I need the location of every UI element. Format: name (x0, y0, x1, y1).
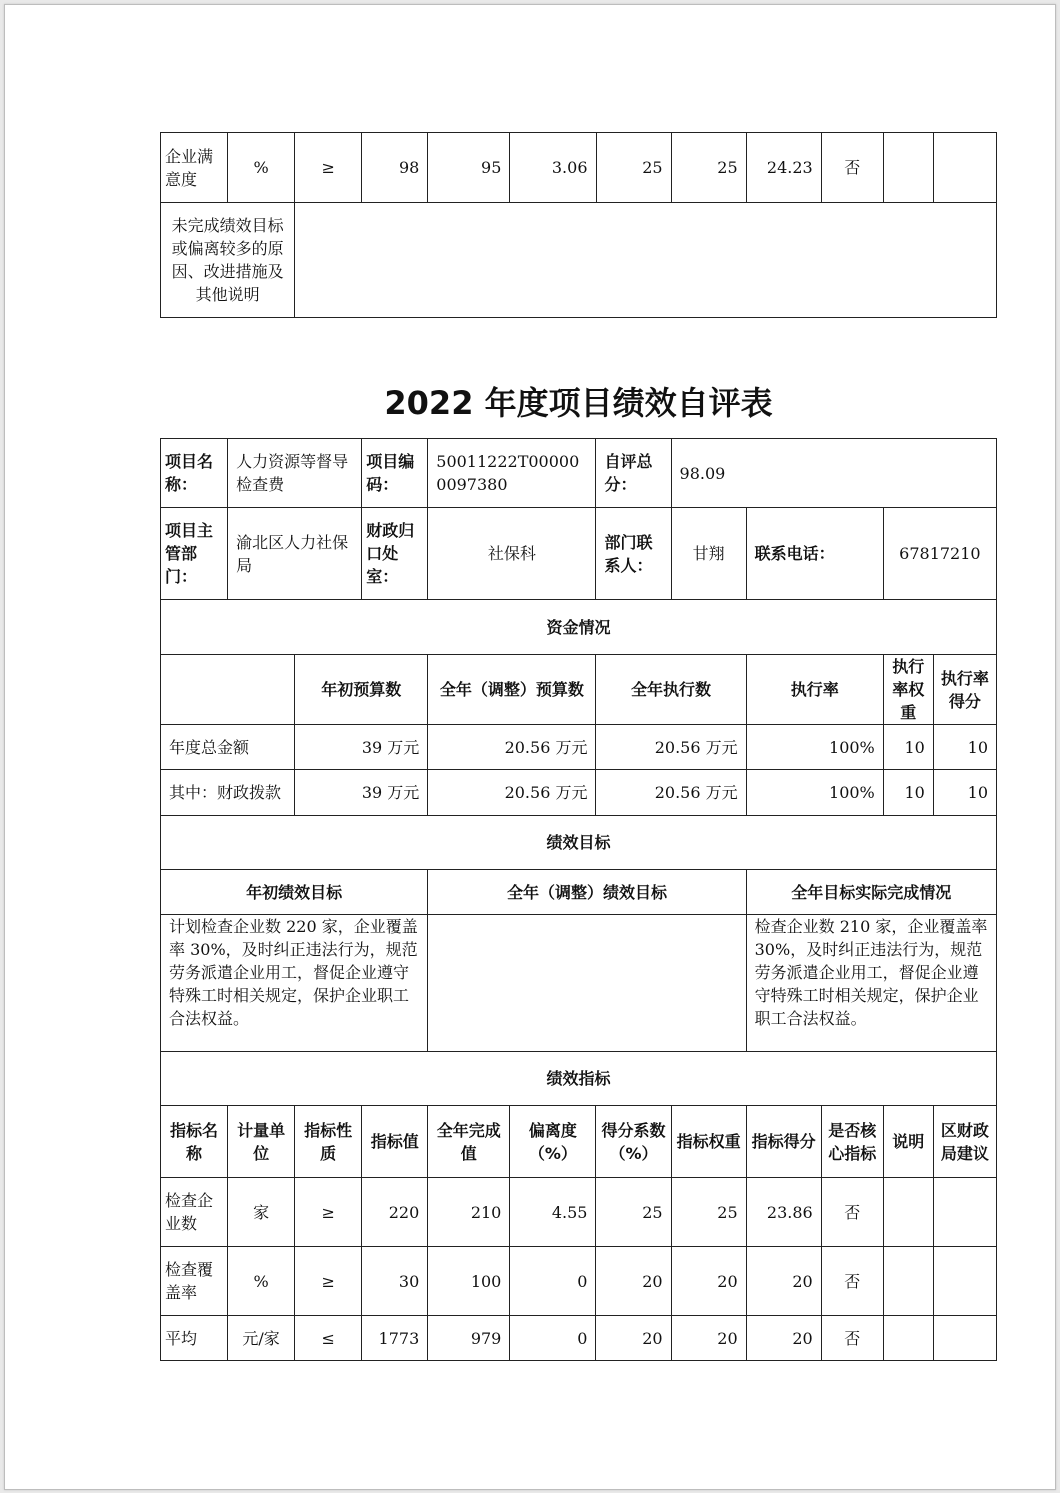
funds-row-label: 其中：财政拨款 (161, 770, 295, 816)
indicator-actual: 979 (428, 1316, 510, 1361)
indicator-header: 计量单位 (228, 1106, 295, 1178)
indicator-target: 30 (362, 1247, 428, 1316)
total-score-label: 自评总分： (596, 439, 671, 508)
project-code-label: 项目编码： (362, 439, 428, 508)
indicator-note (883, 1247, 933, 1316)
funds-budget: 39 万元 (295, 725, 428, 770)
table-row (161, 915, 997, 1052)
indicator-target: 98 (362, 133, 428, 203)
funds-executed: 20.56 万元 (596, 725, 746, 770)
table-row (161, 439, 997, 508)
reason-value (295, 203, 997, 318)
indicator-score: 23.86 (746, 1178, 821, 1247)
indicator-nature: ≥ (295, 1247, 362, 1316)
indicator-score: 20 (746, 1247, 821, 1316)
table-row (161, 655, 997, 725)
indicator-header: 指标值 (362, 1106, 428, 1178)
dept-label: 项目主管部门： (161, 508, 228, 600)
goals-header: 年初绩效目标 (161, 870, 428, 915)
indicator-name: 平均 (161, 1316, 228, 1361)
table-row (161, 1247, 997, 1316)
table-row (161, 725, 997, 770)
indicator-header: 指标性质 (295, 1106, 362, 1178)
goals-header: 全年（调整）绩效目标 (428, 870, 746, 915)
indicator-header: 说明 (883, 1106, 933, 1178)
funds-header: 年初预算数 (295, 655, 428, 725)
funds-row-label: 年度总金额 (161, 725, 295, 770)
indicator-unit: 家 (228, 1178, 295, 1247)
funds-score: 10 (933, 770, 996, 816)
performance-table (160, 438, 997, 1361)
phone-label: 联系电话： (746, 508, 883, 600)
finance-office: 社保科 (428, 508, 596, 600)
indicator-coef: 25 (596, 1178, 671, 1247)
indicator-unit: % (228, 133, 295, 203)
total-score: 98.09 (671, 439, 996, 508)
table-row (161, 1178, 997, 1247)
indicator-note (883, 133, 933, 203)
indicator-advice (933, 1247, 996, 1316)
continued-indicator-table (160, 132, 997, 318)
indicator-weight: 20 (671, 1247, 746, 1316)
indicator-weight: 25 (671, 1178, 746, 1247)
funds-budget: 39 万元 (295, 770, 428, 816)
contact-label: 部门联系人： (596, 508, 671, 600)
table-row (161, 600, 997, 655)
indicator-core: 否 (821, 1178, 883, 1247)
indicator-core: 否 (821, 1247, 883, 1316)
indicator-deviation: 3.06 (510, 133, 596, 203)
funds-weight: 10 (883, 770, 933, 816)
dept: 渝北区人力社保局 (228, 508, 362, 600)
indicator-coef: 20 (596, 1316, 671, 1361)
indicator-weight: 25 (671, 133, 746, 203)
table-row (161, 508, 997, 600)
indicator-advice (933, 1316, 996, 1361)
reason-label: 未完成绩效目标或偏离较多的原因、改进措施及其他说明 (161, 203, 295, 318)
goals-section-title: 绩效目标 (161, 816, 997, 870)
table-row (161, 133, 997, 203)
funds-corner (161, 655, 295, 725)
funds-header: 全年执行数 (596, 655, 746, 725)
indicator-header: 指标名称 (161, 1106, 228, 1178)
funds-score: 10 (933, 725, 996, 770)
indicators-section-title: 绩效指标 (161, 1052, 997, 1106)
goals-adjusted (428, 915, 746, 1052)
indicator-target: 1773 (362, 1316, 428, 1361)
table-row (161, 770, 997, 816)
contact: 甘翔 (671, 508, 746, 600)
table-row (161, 1052, 997, 1106)
goals-initial: 计划检查企业数 220 家，企业覆盖率 30%，及时纠正违法行为，规范劳务派遣企业用工，督促企业遵守特殊工时相关规定，保护企业职工合法权益。 (161, 915, 428, 1052)
indicator-core: 否 (821, 133, 883, 203)
project-name-label: 项目名称： (161, 439, 228, 508)
project-name: 人力资源等督导检查费 (228, 439, 362, 508)
indicator-actual: 100 (428, 1247, 510, 1316)
indicator-advice (933, 1178, 996, 1247)
indicator-note (883, 1316, 933, 1361)
indicator-score: 24.23 (746, 133, 821, 203)
table-row (161, 1316, 997, 1361)
table-row (161, 203, 997, 318)
funds-executed: 20.56 万元 (596, 770, 746, 816)
phone: 67817210 (883, 508, 996, 600)
funds-rate: 100% (746, 770, 883, 816)
table-row (161, 1106, 997, 1178)
indicator-score: 20 (746, 1316, 821, 1361)
indicator-coef: 25 (596, 133, 671, 203)
indicator-note (883, 1178, 933, 1247)
funds-rate: 100% (746, 725, 883, 770)
funds-header: 全年（调整）预算数 (428, 655, 596, 725)
project-code: 50011222T000000097380 (428, 439, 596, 508)
indicator-nature: ≤ (295, 1316, 362, 1361)
indicator-advice (933, 133, 996, 203)
goals-actual: 检查企业数 210 家，企业覆盖率 30%，及时纠正违法行为，规范劳务派遣企业用工，督促企业遵守特殊工时相关规定，保护企业职工合法权益。 (746, 915, 996, 1052)
indicator-header: 全年完成值 (428, 1106, 510, 1178)
indicator-header: 是否核心指标 (821, 1106, 883, 1178)
indicator-header: 得分系数（%） (596, 1106, 671, 1178)
indicator-name: 检查企业数 (161, 1178, 228, 1247)
indicator-name: 检查覆盖率 (161, 1247, 228, 1316)
indicator-weight: 20 (671, 1316, 746, 1361)
table-row (161, 870, 997, 915)
indicator-target: 220 (362, 1178, 428, 1247)
page-title: 2022 年度项目绩效自评表 (384, 384, 773, 422)
indicator-actual: 210 (428, 1178, 510, 1247)
funds-adjusted: 20.56 万元 (428, 725, 596, 770)
funds-adjusted: 20.56 万元 (428, 770, 596, 816)
indicator-deviation: 0 (510, 1316, 596, 1361)
finance-office-label: 财政归口处室： (362, 508, 428, 600)
indicator-actual: 95 (428, 133, 510, 203)
funds-header: 执行率权重 (883, 655, 933, 725)
indicator-header: 偏离度（%） (510, 1106, 596, 1178)
indicator-header: 区财政局建议 (933, 1106, 996, 1178)
funds-weight: 10 (883, 725, 933, 770)
indicator-nature: ≥ (295, 133, 362, 203)
indicator-unit: 元/家 (228, 1316, 295, 1361)
indicator-name: 企业满意度 (161, 133, 228, 203)
indicator-unit: % (228, 1247, 295, 1316)
funds-header: 执行率得分 (933, 655, 996, 725)
indicator-core: 否 (821, 1316, 883, 1361)
goals-header: 全年目标实际完成情况 (746, 870, 996, 915)
indicator-deviation: 0 (510, 1247, 596, 1316)
indicator-coef: 20 (596, 1247, 671, 1316)
indicator-header: 指标得分 (746, 1106, 821, 1178)
funds-section-title: 资金情况 (161, 600, 997, 655)
table-row (161, 816, 997, 870)
indicator-deviation: 4.55 (510, 1178, 596, 1247)
funds-header: 执行率 (746, 655, 883, 725)
indicator-nature: ≥ (295, 1178, 362, 1247)
indicator-header: 指标权重 (671, 1106, 746, 1178)
